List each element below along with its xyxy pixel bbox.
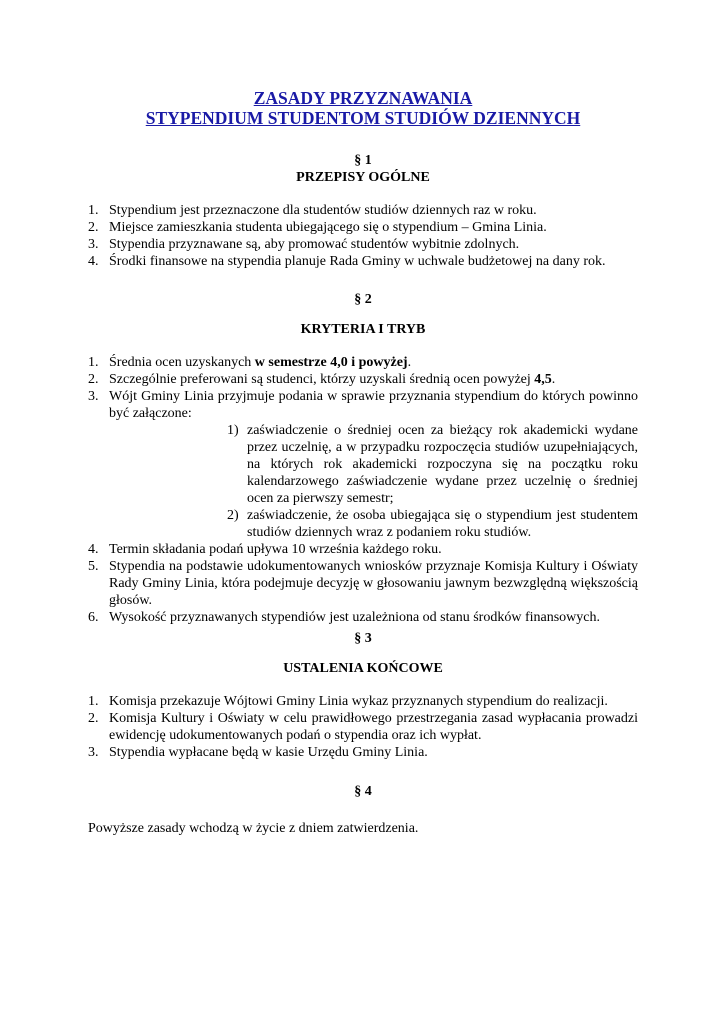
list-item-text: Komisja Kultury i Oświaty w celu prawidłowego przestrzegania zasad wypłacania prowadzi ewidencję udokumentowanych podań o stypendia oraz ich wypłat. — [109, 711, 638, 743]
sublist-item-text: zaświadczenie o średniej ocen za bieżący rok akademicki wydane przez uczelnię, a w przypadku rozpoczęcia studiów uzupełniających, na których rok akademicki rozpoczyna się na początku roku kalendarzowego zaświadczenie wydane przez uczelnię o średniej ocen za pierwszy semestr; — [247, 423, 638, 506]
list-item-text: Wójt Gminy Linia przyjmuje podania w sprawie przyznania stypendium do których powinno być załączone: — [109, 389, 638, 421]
list-item-text: Termin składania podań upływa 10 września każdego roku. — [109, 542, 442, 557]
list-item-number: 3. — [88, 745, 99, 760]
section-4-number: § 4 — [354, 784, 372, 799]
section-2-number: § 2 — [354, 292, 372, 307]
list-item-text: Wysokość przyznawanych stypendiów jest uzależniona od stanu środków finansowych. — [109, 610, 600, 625]
list-item-number: 1. — [88, 355, 99, 370]
section-1-number: § 1 — [354, 153, 372, 168]
list-item — [88, 744, 638, 761]
list-item-number: 1. — [88, 694, 99, 709]
attachments-sublist — [109, 422, 638, 541]
list-item — [88, 710, 638, 744]
list-item-text: Stypendia przyznawane są, aby promować studentów wybitnie zdolnych. — [109, 237, 520, 252]
section-3-number: § 3 — [354, 631, 372, 646]
list-item-number: 2. — [88, 372, 99, 387]
bold-threshold: 4,5 — [534, 372, 552, 387]
list-item-number: 6. — [88, 610, 99, 625]
section-2-title: KRYTERIA I TRYB — [300, 322, 426, 337]
list-item — [88, 219, 638, 236]
list-item — [88, 354, 638, 371]
sublist-item-number: 2) — [227, 508, 239, 523]
section-3-title: USTALENIA KOŃCOWE — [283, 661, 443, 676]
list-item-text: Średnia ocen uzyskanych w semestrze 4,0 i powyżej. — [109, 355, 412, 370]
list-item — [88, 202, 638, 219]
document-title-line-1: ZASADY PRZYZNAWANIA — [253, 88, 473, 108]
list-item-text: Środki finansowe na stypendia planuje Rada Gminy w uchwale budżetowej na dany rok. — [109, 254, 606, 269]
closing-statement: Powyższe zasady wchodzą w życie z dniem zatwierdzenia. — [88, 821, 419, 836]
document-page — [88, 88, 638, 837]
list-item-number: 4. — [88, 542, 99, 557]
list-item — [88, 371, 638, 388]
list-item-number: 3. — [88, 237, 99, 252]
section-2-list — [88, 354, 638, 626]
list-item — [88, 693, 638, 710]
list-item-number: 2. — [88, 711, 99, 726]
list-item-number: 3. — [88, 389, 99, 404]
list-item-text: Stypendium jest przeznaczone dla studentów studiów dziennych raz w roku. — [109, 203, 537, 218]
list-item-number: 4. — [88, 254, 99, 269]
list-item — [88, 236, 638, 253]
list-item — [88, 541, 638, 558]
section-3-list — [88, 693, 638, 761]
list-item-text: Szczególnie preferowani są studenci, którzy uzyskali średnią ocen powyżej 4,5. — [109, 372, 556, 387]
section-1-title: PRZEPISY OGÓLNE — [296, 170, 430, 185]
sublist-item — [227, 507, 638, 541]
list-item — [88, 609, 638, 626]
sublist-item — [227, 422, 638, 507]
list-item-number: 1. — [88, 203, 99, 218]
list-item-text: Stypendia na podstawie udokumentowanych wniosków przyznaje Komisja Kultury i Oświaty Rady Gminy Linia, która podejmuje decyzję w głosowaniu jawnym bezwzględną większością głosów. — [109, 559, 638, 608]
list-item-text: Miejsce zamieszkania studenta ubiegającego się o stypendium – Gmina Linia. — [109, 220, 547, 235]
list-item — [88, 558, 638, 609]
section-1-list — [88, 202, 638, 270]
list-item-text: Stypendia wypłacane będą w kasie Urzędu Gminy Linia. — [109, 745, 428, 760]
document-title-line-2: STYPENDIUM STUDENTOM STUDIÓW DZIENNYCH — [145, 108, 581, 128]
list-item-text: Komisja przekazuje Wójtowi Gminy Linia wykaz przyznanych stypendium do realizacji. — [109, 694, 608, 709]
list-item-number: 5. — [88, 559, 99, 574]
sublist-item-number: 1) — [227, 423, 239, 438]
list-item-number: 2. — [88, 220, 99, 235]
bold-requirement: w semestrze 4,0 i powyżej — [254, 355, 408, 370]
list-item — [88, 253, 638, 270]
sublist-item-text: zaświadczenie, że osoba ubiegająca się o stypendium jest studentem studiów dziennych wraz z podaniem roku studiów. — [247, 508, 638, 540]
list-item — [88, 388, 638, 541]
